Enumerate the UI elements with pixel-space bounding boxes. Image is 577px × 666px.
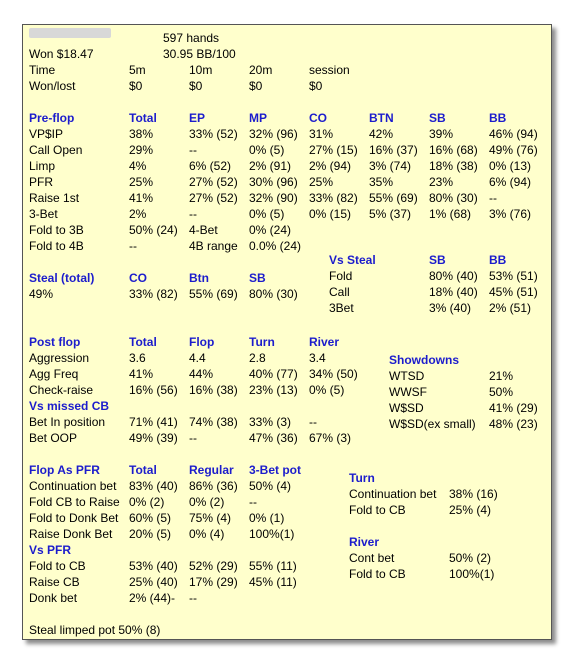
time-20m: 20m — [249, 63, 273, 77]
preflop-cell: 27% (15) — [309, 143, 358, 157]
preflop-header: Total — [129, 111, 157, 125]
postflop-cell: 16% (38) — [189, 383, 238, 397]
missed-cb-cell: 67% (3) — [309, 431, 352, 445]
preflop-cell: 4% — [129, 159, 147, 173]
postflop-cell: 34% (50) — [309, 367, 358, 381]
flop-pfr-cell: 0% (2) — [189, 495, 225, 509]
preflop-cell: 5% (37) — [369, 207, 412, 221]
vs-pfr-cell: 52% (29) — [189, 559, 238, 573]
preflop-cell: 41% — [129, 191, 154, 205]
turn-value: 38% (16) — [449, 487, 498, 501]
preflop-cell: 50% (24) — [129, 223, 178, 237]
preflop-cell: 0% (5) — [249, 207, 285, 221]
vs-missed-cb-title: Vs missed CB — [29, 399, 110, 413]
preflop-cell: 33% (82) — [309, 191, 358, 205]
wonlost-20m: $0 — [249, 79, 263, 93]
flop-pfr-cell: 60% (5) — [129, 511, 172, 525]
preflop-cell: 2% (94) — [309, 159, 352, 173]
flop-pfr-header: Total — [129, 463, 157, 477]
preflop-cell: Limp — [29, 159, 56, 173]
preflop-cell: 80% (30) — [429, 191, 478, 205]
preflop-cell: -- — [489, 191, 497, 205]
steal-value: 55% (69) — [189, 287, 238, 301]
vs-pfr-cell: Donk bet — [29, 591, 78, 605]
preflop-cell: 46% (94) — [489, 127, 538, 141]
vs-pfr-title: Vs PFR — [29, 543, 72, 557]
river-label: Fold to CB — [349, 567, 406, 581]
preflop-cell: -- — [189, 207, 197, 221]
missed-cb-cell: -- — [189, 431, 197, 445]
showdown-label: WTSD — [389, 369, 425, 383]
preflop-cell: -- — [129, 239, 137, 253]
flop-pfr-cell: 100%(1) — [249, 527, 295, 541]
preflop-cell: 3-Bet — [29, 207, 58, 221]
preflop-cell: 4-Bet — [189, 223, 218, 237]
bb-per-100: 30.95 BB/100 — [163, 47, 236, 61]
flop-pfr-cell: -- — [249, 495, 257, 509]
flop-pfr-cell: Raise Donk Bet — [29, 527, 113, 541]
preflop-cell: 0% (15) — [309, 207, 352, 221]
preflop-cell: 0.0% (24) — [249, 239, 302, 253]
preflop-cell: VP$IP — [29, 127, 64, 141]
flop-pfr-cell: 20% (5) — [129, 527, 172, 541]
preflop-cell: 39% — [429, 127, 454, 141]
steal-value: 80% (30) — [249, 287, 298, 301]
preflop-cell: 55% (69) — [369, 191, 418, 205]
preflop-cell: 6% (52) — [189, 159, 232, 173]
preflop-cell: PFR — [29, 175, 53, 189]
flop-pfr-cell: 0% (2) — [129, 495, 165, 509]
steal-header: Btn — [189, 271, 209, 285]
flop-pfr-cell: 0% (1) — [249, 511, 285, 525]
flop-pfr-cell: Fold CB to Raise — [29, 495, 120, 509]
preflop-header: Pre-flop — [29, 111, 75, 125]
flop-pfr-header: Flop As PFR — [29, 463, 100, 477]
vs-pfr-cell: Raise CB — [29, 575, 80, 589]
missed-cb-cell: 71% (41) — [129, 415, 178, 429]
vs-steal-cell: 2% (51) — [489, 301, 532, 315]
time-session: session — [309, 63, 350, 77]
preflop-cell: Call Open — [29, 143, 83, 157]
flop-pfr-cell: 0% (4) — [189, 527, 225, 541]
missed-cb-cell: Bet In position — [29, 415, 106, 429]
preflop-header: BB — [489, 111, 507, 125]
vs-pfr-cell: 17% (29) — [189, 575, 238, 589]
postflop-cell: 0% (5) — [309, 383, 345, 397]
missed-cb-cell: 74% (38) — [189, 415, 238, 429]
showdown-label: WWSF — [389, 385, 427, 399]
preflop-cell: 32% (96) — [249, 127, 298, 141]
flop-pfr-header: 3-Bet pot — [249, 463, 301, 477]
showdown-label: W$SD(ex small) — [389, 417, 476, 431]
missed-cb-cell: -- — [309, 415, 317, 429]
postflop-cell: 3.4 — [309, 351, 326, 365]
showdowns-title: Showdowns — [389, 353, 459, 367]
turn-label: Fold to CB — [349, 503, 406, 517]
blurred-player-name — [29, 28, 111, 38]
postflop-cell: 40% (77) — [249, 367, 298, 381]
vs-pfr-cell: 53% (40) — [129, 559, 178, 573]
won-amount: Won $18.47 — [29, 47, 94, 61]
preflop-cell: 32% (90) — [249, 191, 298, 205]
postflop-cell: 23% (13) — [249, 383, 298, 397]
steal-limped-pot: Steal limped pot 50% (8) — [29, 623, 161, 637]
postflop-header: Total — [129, 335, 157, 349]
preflop-cell: 2% (91) — [249, 159, 292, 173]
flop-pfr-cell: Fold to Donk Bet — [29, 511, 119, 525]
postflop-header: Post flop — [29, 335, 81, 349]
stats-panel — [22, 24, 552, 640]
showdown-value: 21% — [489, 369, 514, 383]
postflop-header: River — [309, 335, 340, 349]
vs-steal-cell: 45% (51) — [489, 285, 538, 299]
postflop-cell: 44% — [189, 367, 214, 381]
vs-steal-cell: 3Bet — [329, 301, 354, 315]
preflop-cell: Fold to 4B — [29, 239, 84, 253]
preflop-cell: 42% — [369, 127, 394, 141]
flop-pfr-cell: Continuation bet — [29, 479, 117, 493]
flop-pfr-cell: 86% (36) — [189, 479, 238, 493]
preflop-header: SB — [429, 111, 446, 125]
river-value: 100%(1) — [449, 567, 495, 581]
preflop-cell: 27% (52) — [189, 191, 238, 205]
vs-steal-header: BB — [489, 253, 507, 267]
turn-label: Continuation bet — [349, 487, 437, 501]
flop-pfr-cell: 50% (4) — [249, 479, 292, 493]
postflop-cell: 16% (56) — [129, 383, 178, 397]
preflop-header: EP — [189, 111, 206, 125]
preflop-header: CO — [309, 111, 327, 125]
vs-steal-cell: Call — [329, 285, 350, 299]
vs-pfr-cell: 25% (40) — [129, 575, 178, 589]
postflop-header: Turn — [249, 335, 275, 349]
vs-steal-cell: 18% (40) — [429, 285, 478, 299]
time-5m: 5m — [129, 63, 146, 77]
preflop-cell: 31% — [309, 127, 334, 141]
preflop-cell: 29% — [129, 143, 154, 157]
turn-value: 25% (4) — [449, 503, 492, 517]
preflop-cell: 3% (74) — [369, 159, 412, 173]
vs-steal-header: SB — [429, 253, 446, 267]
wonlost-session: $0 — [309, 79, 323, 93]
turn-title: Turn — [349, 471, 375, 485]
steal-header: CO — [129, 271, 147, 285]
postflop-cell: 3.6 — [129, 351, 146, 365]
preflop-cell: 0% (24) — [249, 223, 292, 237]
hands-count: 597 hands — [163, 31, 220, 45]
wonlost-5m: $0 — [129, 79, 143, 93]
postflop-cell: 2.8 — [249, 351, 266, 365]
preflop-cell: 33% (52) — [189, 127, 238, 141]
showdown-value: 41% (29) — [489, 401, 538, 415]
preflop-cell: 18% (38) — [429, 159, 478, 173]
preflop-cell: 23% — [429, 175, 454, 189]
steal-value: 49% — [29, 287, 54, 301]
preflop-cell: 2% — [129, 207, 147, 221]
postflop-cell: Aggression — [29, 351, 90, 365]
time-10m: 10m — [189, 63, 213, 77]
wonlost-label: Won/lost — [29, 79, 76, 93]
showdown-value: 50% — [489, 385, 514, 399]
river-value: 50% (2) — [449, 551, 492, 565]
steal-header: SB — [249, 271, 266, 285]
preflop-cell: 16% (37) — [369, 143, 418, 157]
steal-header: Steal (total) — [29, 271, 95, 285]
preflop-cell: Fold to 3B — [29, 223, 84, 237]
preflop-cell: -- — [189, 143, 197, 157]
vs-pfr-cell: Fold to CB — [29, 559, 86, 573]
preflop-cell: 38% — [129, 127, 154, 141]
preflop-cell: 30% (96) — [249, 175, 298, 189]
flop-pfr-cell: 83% (40) — [129, 479, 178, 493]
postflop-cell: Check-raise — [29, 383, 94, 397]
preflop-header: BTN — [369, 111, 394, 125]
river-label: Cont bet — [349, 551, 395, 565]
postflop-header: Flop — [189, 335, 215, 349]
preflop-cell: 4B range — [189, 239, 238, 253]
vs-pfr-cell: 55% (11) — [249, 559, 297, 573]
missed-cb-cell: 49% (39) — [129, 431, 178, 445]
preflop-cell: 16% (68) — [429, 143, 478, 157]
preflop-header: MP — [249, 111, 267, 125]
missed-cb-cell: 33% (3) — [249, 415, 292, 429]
missed-cb-cell: 47% (36) — [249, 431, 298, 445]
postflop-cell: Agg Freq — [29, 367, 79, 381]
steal-value: 33% (82) — [129, 287, 178, 301]
vs-steal-cell: 53% (51) — [489, 269, 538, 283]
preflop-cell: 0% (5) — [249, 143, 285, 157]
vs-steal-cell: Fold — [329, 269, 353, 283]
missed-cb-cell: Bet OOP — [29, 431, 78, 445]
preflop-cell: 49% (76) — [489, 143, 538, 157]
showdown-value: 48% (23) — [489, 417, 538, 431]
vs-steal-header: Vs Steal — [329, 253, 376, 267]
preflop-cell: 6% (94) — [489, 175, 532, 189]
preflop-cell: 0% (13) — [489, 159, 532, 173]
showdown-label: W$SD — [389, 401, 424, 415]
river-title: River — [349, 535, 380, 549]
preflop-cell: 25% — [309, 175, 334, 189]
preflop-cell: 27% (52) — [189, 175, 238, 189]
preflop-cell: Raise 1st — [29, 191, 80, 205]
preflop-cell: 25% — [129, 175, 154, 189]
postflop-cell: 41% — [129, 367, 154, 381]
vs-steal-cell: 80% (40) — [429, 269, 478, 283]
wonlost-10m: $0 — [189, 79, 203, 93]
vs-pfr-cell: 45% (11) — [249, 575, 297, 589]
vs-pfr-cell: 2% (44)- — [129, 591, 176, 605]
preflop-cell: 3% (76) — [489, 207, 532, 221]
flop-pfr-header: Regular — [189, 463, 234, 477]
preflop-cell: 35% — [369, 175, 394, 189]
vs-pfr-cell: -- — [189, 591, 197, 605]
vs-steal-cell: 3% (40) — [429, 301, 472, 315]
preflop-cell: 1% (68) — [429, 207, 472, 221]
flop-pfr-cell: 75% (4) — [189, 511, 232, 525]
time-label: Time — [29, 63, 56, 77]
postflop-cell: 4.4 — [189, 351, 206, 365]
